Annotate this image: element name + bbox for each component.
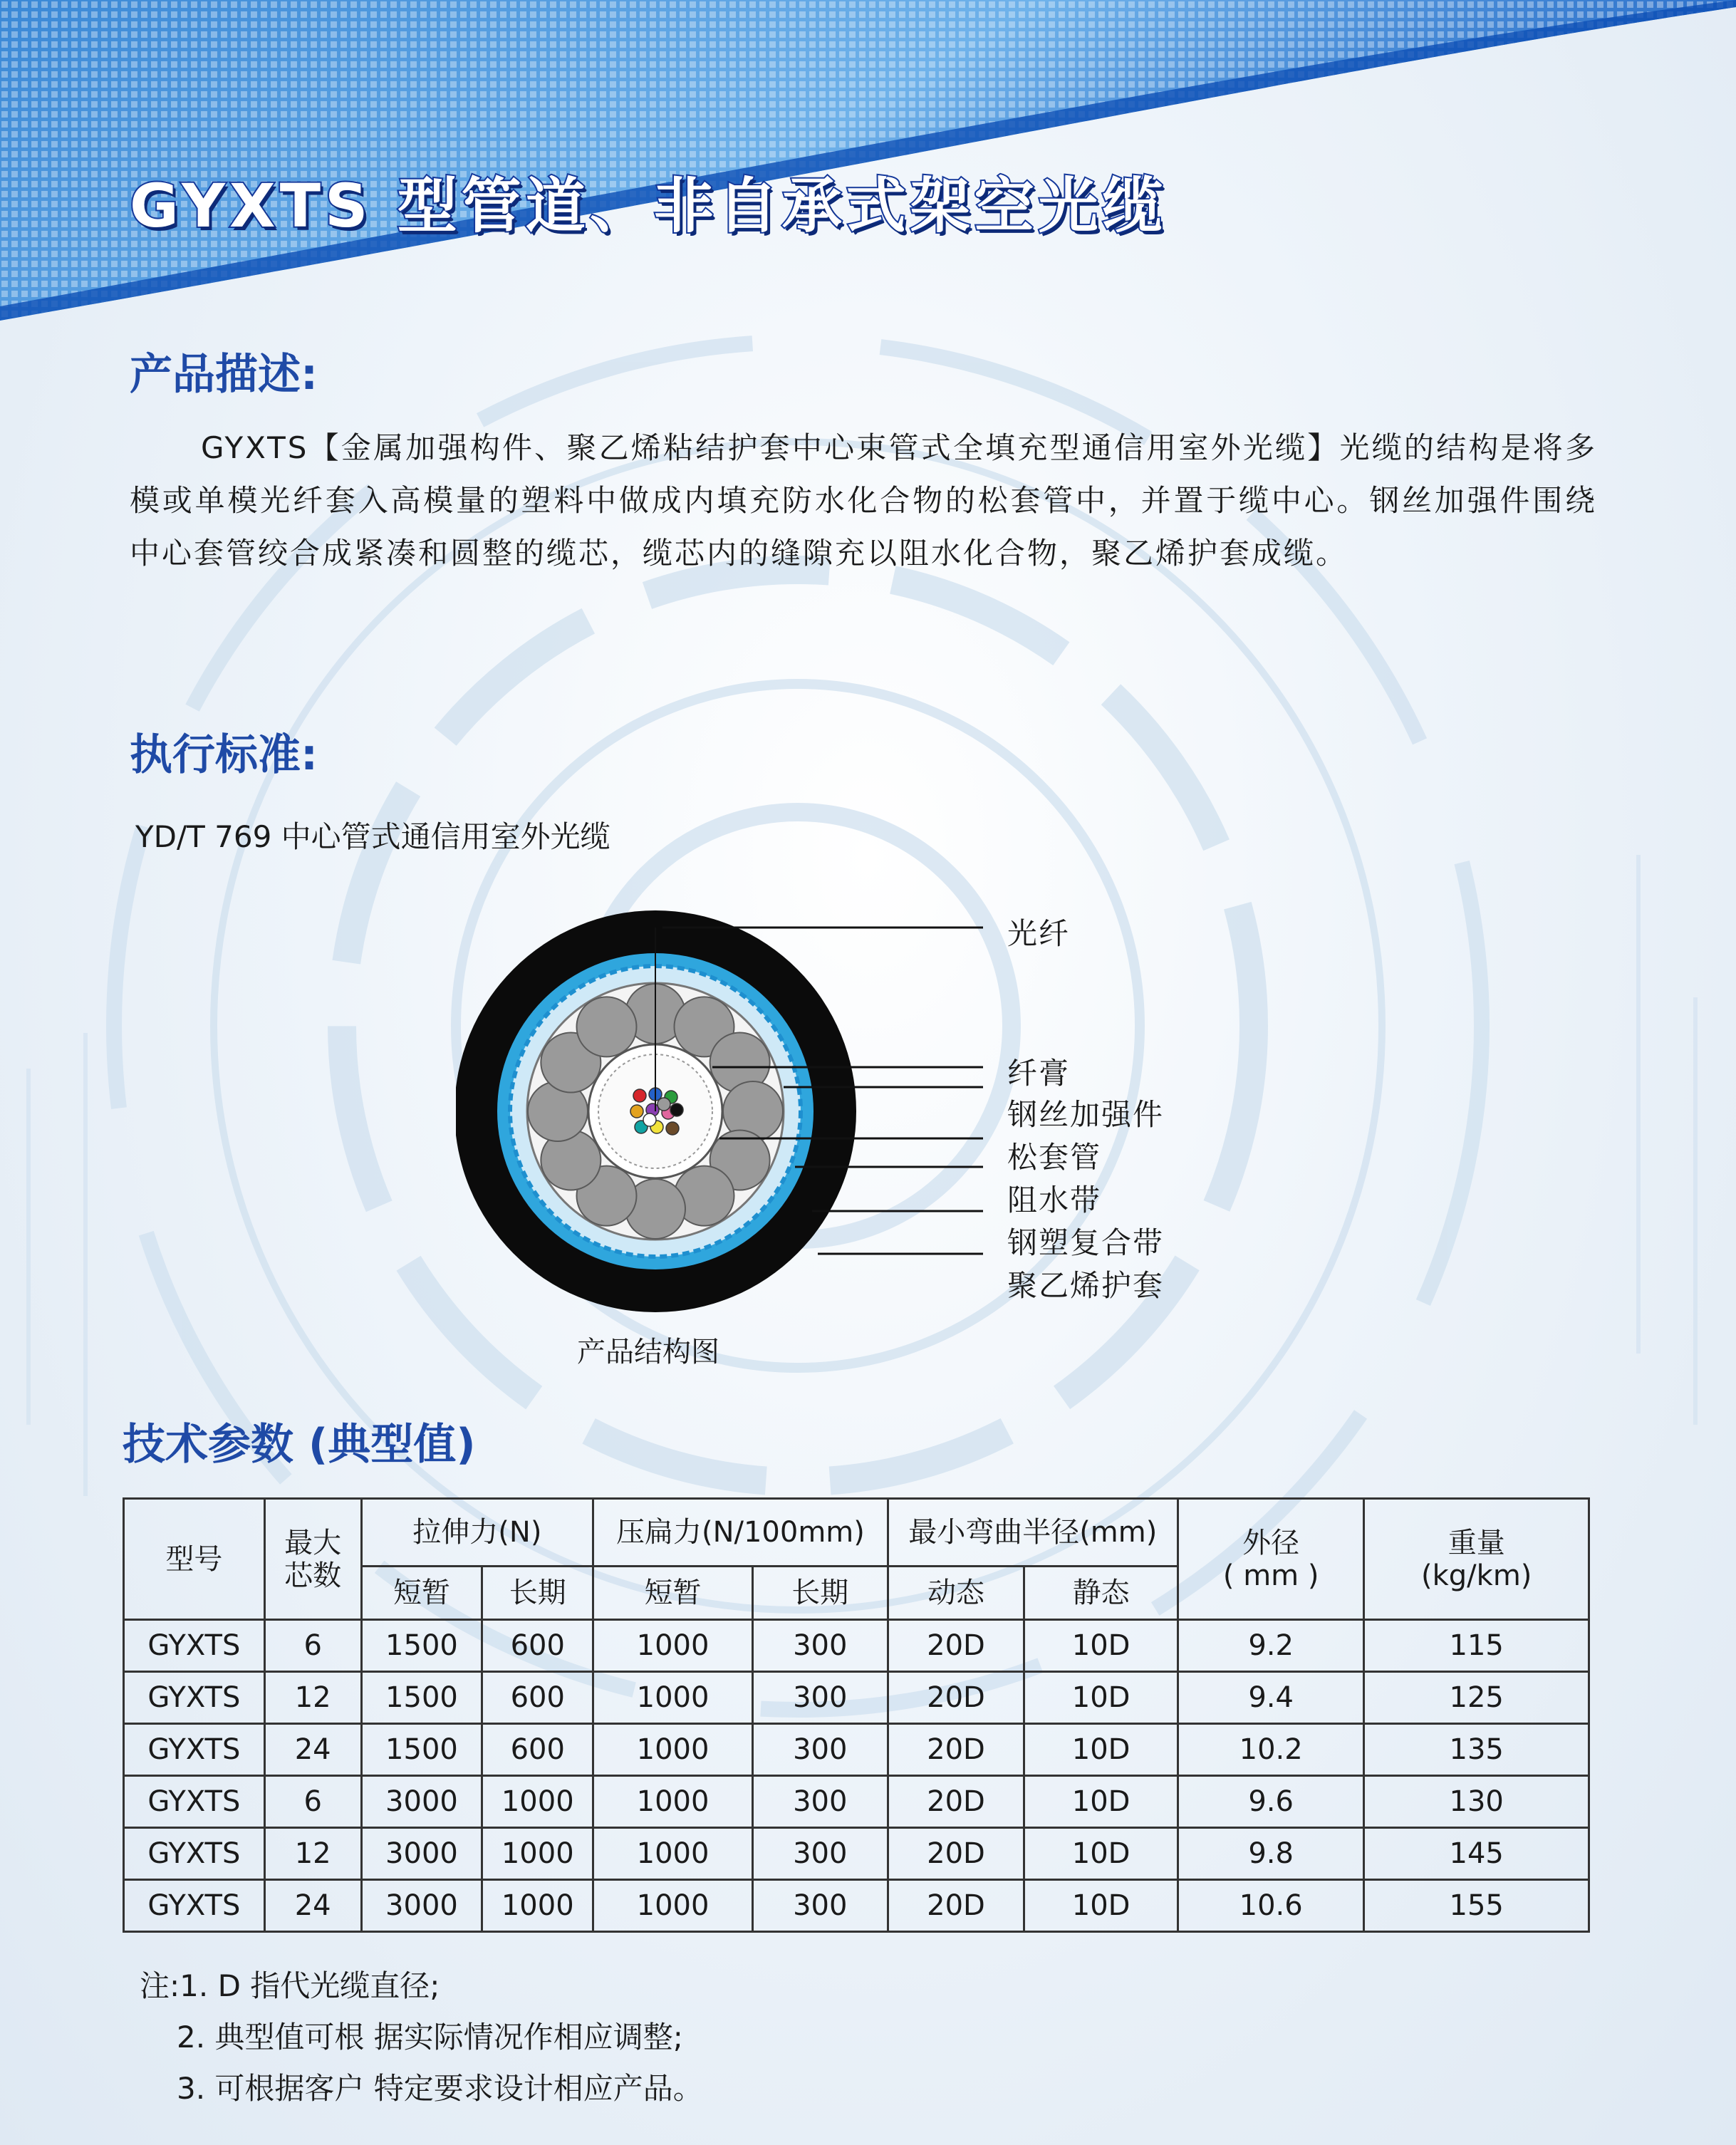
- table-cell: 20D: [888, 1880, 1024, 1932]
- cable-structure-diagram: [456, 898, 1026, 1339]
- header-outer-diameter: 外径 ( mm ): [1178, 1499, 1363, 1620]
- header-tensile: 拉伸力(N): [361, 1499, 593, 1567]
- table-cell: 12: [264, 1828, 361, 1880]
- header-crush-short: 短暂: [593, 1567, 753, 1620]
- label-steel-wire: 钢丝加强件: [1007, 1097, 1165, 1132]
- spec-table-body: [124, 1620, 1589, 1932]
- note-1: 注:1. D 指代光缆直径;: [140, 1968, 440, 2003]
- table-cell: 115: [1364, 1620, 1589, 1672]
- table-cell: 10D: [1024, 1880, 1178, 1932]
- table-cell: 300: [752, 1672, 888, 1724]
- table-cell: 1000: [593, 1880, 753, 1932]
- standard-text: YD/T 769 中心管式通信用室外光缆: [135, 819, 610, 854]
- table-cell: 1000: [482, 1880, 593, 1932]
- table-cell: 1000: [593, 1776, 753, 1828]
- table-cell: GYXTS: [124, 1828, 265, 1880]
- table-cell: 1500: [361, 1620, 482, 1672]
- fiber: [630, 1105, 643, 1118]
- table-cell: 24: [264, 1724, 361, 1776]
- table-cell: 10.2: [1178, 1724, 1363, 1776]
- table-cell: 6: [264, 1620, 361, 1672]
- label-loose-tube: 松套管: [1007, 1140, 1102, 1175]
- steel-wire: [577, 997, 637, 1056]
- table-cell: 300: [752, 1880, 888, 1932]
- table-cell: 125: [1364, 1672, 1589, 1724]
- table-cell: 20D: [888, 1776, 1024, 1828]
- header-max-cores: 最大 芯数: [264, 1499, 361, 1620]
- table-cell: 10D: [1024, 1620, 1178, 1672]
- standard-heading: 执行标准:: [130, 730, 318, 780]
- table-cell: GYXTS: [124, 1620, 265, 1672]
- table-cell: 1500: [361, 1724, 482, 1776]
- header-bend-static: 静态: [1024, 1567, 1178, 1620]
- label-water-blocking-tape: 阻水带: [1007, 1183, 1102, 1217]
- table-row: [124, 1776, 1589, 1828]
- header-tensile-long: 长期: [482, 1567, 593, 1620]
- table-cell: 1000: [593, 1724, 753, 1776]
- table-cell: 135: [1364, 1724, 1589, 1776]
- table-cell: 10D: [1024, 1724, 1178, 1776]
- table-cell: 9.2: [1178, 1620, 1363, 1672]
- fiber: [666, 1122, 679, 1135]
- table-cell: 20D: [888, 1828, 1024, 1880]
- table-cell: 10D: [1024, 1828, 1178, 1880]
- diagram-caption: 产品结构图: [577, 1336, 719, 1368]
- fiber: [658, 1098, 670, 1111]
- table-cell: 12: [264, 1672, 361, 1724]
- table-cell: 20D: [888, 1620, 1024, 1672]
- table-cell: 300: [752, 1776, 888, 1828]
- page-title: GYXTS 型管道、非自承式架空光缆: [130, 171, 1167, 241]
- note-3: 3. 可根据客户 特定要求设计相应产品。: [177, 2071, 703, 2106]
- table-cell: 10D: [1024, 1672, 1178, 1724]
- table-cell: GYXTS: [124, 1724, 265, 1776]
- label-steel-plastic-tape: 钢塑复合带: [1007, 1225, 1165, 1260]
- table-cell: 600: [482, 1724, 593, 1776]
- table-cell: GYXTS: [124, 1672, 265, 1724]
- table-cell: 1000: [593, 1620, 753, 1672]
- fiber: [633, 1089, 646, 1102]
- table-cell: 9.6: [1178, 1776, 1363, 1828]
- table-cell: 9.8: [1178, 1828, 1363, 1880]
- table-row: [124, 1828, 1589, 1880]
- table-cell: 10D: [1024, 1776, 1178, 1828]
- table-cell: 3000: [361, 1776, 482, 1828]
- table-cell: 1500: [361, 1672, 482, 1724]
- header-bend-dynamic: 动态: [888, 1567, 1024, 1620]
- table-row: [124, 1880, 1589, 1932]
- table-cell: 600: [482, 1620, 593, 1672]
- note-2: 2. 典型值可根 据实际情况作相应调整;: [177, 2020, 683, 2055]
- table-cell: 130: [1364, 1776, 1589, 1828]
- table-cell: 155: [1364, 1880, 1589, 1932]
- fiber: [643, 1113, 656, 1126]
- table-cell: 300: [752, 1828, 888, 1880]
- table-row: [124, 1672, 1589, 1724]
- table-cell: 600: [482, 1672, 593, 1724]
- table-cell: 1000: [482, 1828, 593, 1880]
- table-cell: 9.4: [1178, 1672, 1363, 1724]
- label-fiber-gel: 纤膏: [1007, 1056, 1071, 1091]
- header-crush: 压扁力(N/100mm): [593, 1499, 888, 1567]
- header-bend: 最小弯曲半径(mm): [888, 1499, 1178, 1567]
- optical-fibers: [630, 1088, 683, 1135]
- table-cell: 1000: [593, 1828, 753, 1880]
- table-cell: 10.6: [1178, 1880, 1363, 1932]
- table-cell: 20D: [888, 1724, 1024, 1776]
- table-cell: 24: [264, 1880, 361, 1932]
- header-model: 型号: [124, 1499, 265, 1620]
- table-cell: 1000: [593, 1672, 753, 1724]
- notes: [140, 1960, 703, 2114]
- table-row: [124, 1620, 1589, 1672]
- table-cell: GYXTS: [124, 1776, 265, 1828]
- table-cell: 6: [264, 1776, 361, 1828]
- description-heading: 产品描述:: [130, 350, 318, 400]
- table-cell: 300: [752, 1724, 888, 1776]
- fiber: [670, 1103, 683, 1116]
- header-tensile-short: 短暂: [361, 1567, 482, 1620]
- params-heading: 技术参数 (典型值): [123, 1420, 476, 1470]
- label-optical-fiber: 光纤: [1007, 916, 1071, 951]
- table-cell: 300: [752, 1620, 888, 1672]
- spec-table: [123, 1497, 1590, 1933]
- table-cell: 20D: [888, 1672, 1024, 1724]
- table-cell: 3000: [361, 1880, 482, 1932]
- table-cell: 1000: [482, 1776, 593, 1828]
- header-weight: 重量 (kg/km): [1364, 1499, 1589, 1620]
- table-cell: 145: [1364, 1828, 1589, 1880]
- header-crush-long: 长期: [752, 1567, 888, 1620]
- description-text: GYXTS【金属加强构件、聚乙烯粘结护套中心束管式全填充型通信用室外光缆】光缆的结构是将多模或单模光纤套入高模量的塑料中做成内填充防水化合物的松套管中，并置于缆中心。钢丝加强件围绕中心套管绞合成紧凑和圆整的缆芯，缆芯内的缝隙充以阻水化合物，聚乙烯护套成缆。: [130, 430, 1597, 571]
- table-cell: 3000: [361, 1828, 482, 1880]
- table-row: [124, 1724, 1589, 1776]
- table-cell: GYXTS: [124, 1880, 265, 1932]
- label-pe-jacket: 聚乙烯护套: [1007, 1268, 1165, 1303]
